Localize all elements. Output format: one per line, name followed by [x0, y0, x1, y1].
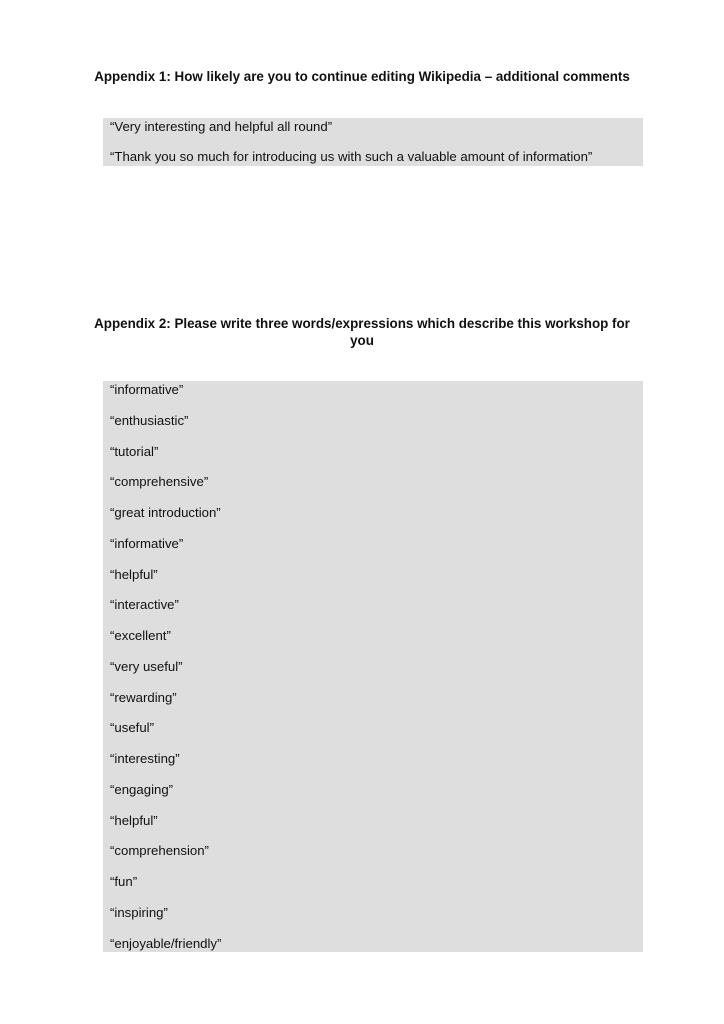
appendix-1-heading: Appendix 1: How likely are you to continue editing Wikipedia – additional comments	[94, 69, 630, 84]
word-item: “excellent”	[110, 628, 171, 643]
appendix-2-words-box	[103, 381, 643, 952]
word-item: “informative”	[110, 382, 184, 397]
word-item: “fun”	[110, 874, 138, 889]
word-item: “helpful”	[110, 813, 158, 828]
word-item: “interactive”	[110, 597, 179, 612]
word-item: “comprehension”	[110, 843, 209, 858]
word-item: “enthusiastic”	[110, 413, 189, 428]
appendix-2-heading: Appendix 2: Please write three words/expressions which describe this workshop for you	[94, 316, 630, 348]
word-item: “helpful”	[110, 567, 158, 582]
word-item: “informative”	[110, 536, 184, 551]
comment-item: “Very interesting and helpful all round”	[110, 119, 333, 134]
word-item: “comprehensive”	[110, 474, 209, 489]
word-item: “engaging”	[110, 782, 174, 797]
word-item: “great introduction”	[110, 505, 221, 520]
word-item: “rewarding”	[110, 690, 177, 705]
word-item: “tutorial”	[110, 444, 159, 459]
word-item: “inspiring”	[110, 905, 168, 920]
word-item: “interesting”	[110, 751, 180, 766]
word-item: “very useful”	[110, 659, 183, 674]
appendix-1-comments-box	[103, 118, 643, 166]
comment-item: “Thank you so much for introducing us with such a valuable amount of information”	[110, 149, 593, 164]
word-item: “enjoyable/friendly”	[110, 936, 222, 951]
word-item: “useful”	[110, 720, 154, 735]
